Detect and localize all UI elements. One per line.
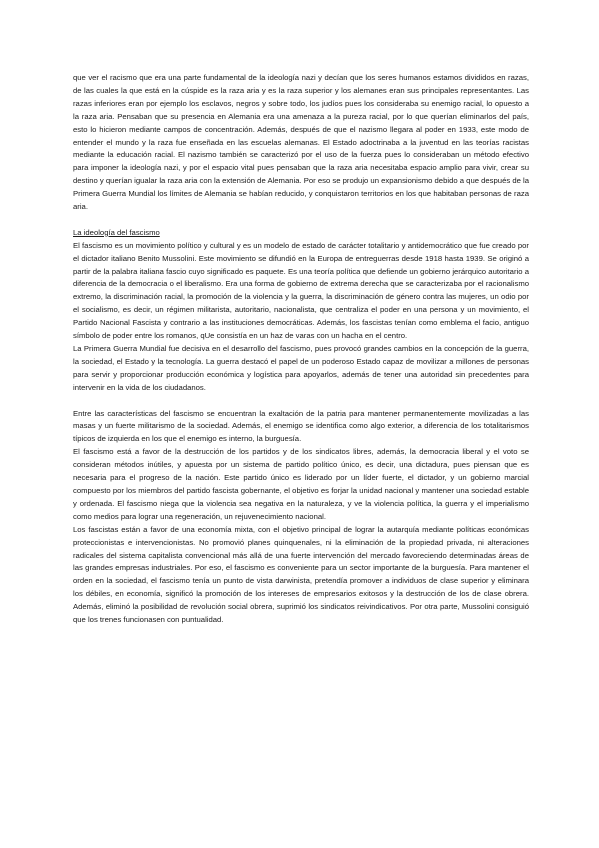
paragraph-fascismo-definicion: El fascismo es un movimiento político y cultural y es un modelo de estado de carácter totalitario y antidemocrático que fue creado por el dictador italiano Benito Mussolini. Este movimiento se difundió en la Europa de entreguerras desde 1918 hasta 1939. Se originó a partir de la palabra italiana fascio cuyo significado es paquete. Es una teoría política que defiende un gobierno jerárquico autoritario a diferencia de la democracia o el liberalismo. Era una forma de gobierno de extrema derecha que se caracterizaba por el racionalismo extremo, la discriminación racial, la promoción de la violencia y la guerra, la discriminación de género contra las mujeres, un odio por el socialismo, es decir, un régimen militarista, autoritario, nacionalista, que centraliza el poder en una persona y un movimiento, el Partido Nacional Fascista y contrario a las instituciones democráticas. Además, los fascistas tenían como emblema el facio, antiguo símbolo de poder entre los romanos, qUe consistía en un haz de varas con un hacha en el centro. (73, 240, 529, 341)
paragraph-caracteristicas: Entre las características del fascismo se encuentran la exaltación de la patria para mantener permanentemente movilizadas a las masas y un fuerte militarismo de la sociedad. Además, el enemigo se identifica como algo exterior, a diferencia de los totalitarismos típicos de izquierda en los que el enemigo es interno, la burguesía. (73, 408, 529, 444)
document-page (73, 72, 529, 627)
spacer (73, 395, 529, 408)
paragraph-primera-guerra: La Primera Guerra Mundial fue decisiva en el desarrollo del fascismo, pues provocó grandes cambios en la concepción de la guerra, la sociedad, el Estado y la tecnología. La guerra destacó el papel de un poderoso Estado capaz de movilizar a millones de personas para servir y proporcionar producción económica y logística para apoyarlos, además de tener una autoridad sin precedentes para intervenir en la vida de los ciudadanos. (73, 344, 529, 392)
paragraph-racismo: que ver el racismo que era una parte fundamental de la ideología nazi y decían que los seres humanos estamos divididos en razas, de las cuales la que está en la cúspide es la raza aria y es la raza superior y los alemanes eran sus principales representantes. Las razas inferiores eran por ejemplo los esclavos, negros y sobre todo, los judíos pues los consideraba su enemigo racial, lo opuesto a la raza aria. Pensaban que su presencia en Alemania era una amenaza a la pureza racial, por lo que querían eliminarlos del país, esto lo hicieron mediante campos de concentración. Además, después de que el nazismo llegara al poder en 1933, este modo de entender el mundo y la raza fue enseñada en las escuelas alemanas. El Estado adoctrinaba a la juventud en las teorías racistas mediante la educación racial. El nazismo también se caracterizó por el uso de la fuerza pues lo consideraban un método efectivo para imponer la ideología nazi, y por el espacio vital pues pensaban que la raza aria necesitaba espacio amplio para vivir, crear su destino y querían igualar la raza aria con la extensión de Alemania. Por eso se produjo un expansionismo debido a que después de la Primera Guerra Mundial los límites de Alemania se habían reducido, y conquistaron territorios en los que habitaban personas de raza aria. (73, 73, 529, 212)
spacer (73, 214, 529, 227)
paragraph-economia: Los fascistas están a favor de una economía mixta, con el objetivo principal de lograr la autarquía mediante políticas económicas proteccionistas e intervencionistas. No promovió planes quinquenales, ni la eliminación de la propiedad privada, ni alteraciones radicales del sistema capitalista convencional más allá de una fuerte intervención del mercado favoreciendo determinadas áreas de las grandes empresas industriales. Por eso, el fascismo es conveniente para un sector importante de la burguesía. Para mantener el orden en la sociedad, el fascismo tenía un punto de vista darwinista, pretendía promover a individuos de clase superior y eliminara los débiles, en economía, significó la promoción de los intereses de empresarios exitosos y la destrucción de los de clase obrera. Además, eliminó la posibilidad de revolución social obrera, suprimió los sindicatos reivindicativos. Por otra parte, Mussolini consiguió que los trenes funcionasen con puntualidad. (73, 524, 529, 625)
paragraph-partido-unico: El fascismo está a favor de la destrucción de los partidos y de los sindicatos libres, además, la democracia liberal y el voto se consideran métodos inútiles, y apuesta por un sistema de partido político único, es decir, una dictadura, pues piensan que es necesaria para el progreso de la nación. Este partido único es liderado por un líder fuerte, el dictador, y un gobierno marcial compuesto por los miembros del partido fascista gobernante, el objetivo es forjar la unidad nacional y mantener una sociedad estable y ordenada. El fascismo niega que la violencia sea negativa en la naturaleza, y ve la violencia política, la guerra y el imperialismo como medios para lograr una regeneración, un rejuvenecimiento nacional. (73, 447, 529, 521)
section-heading-fascismo: La ideología del fascismo (73, 227, 160, 237)
